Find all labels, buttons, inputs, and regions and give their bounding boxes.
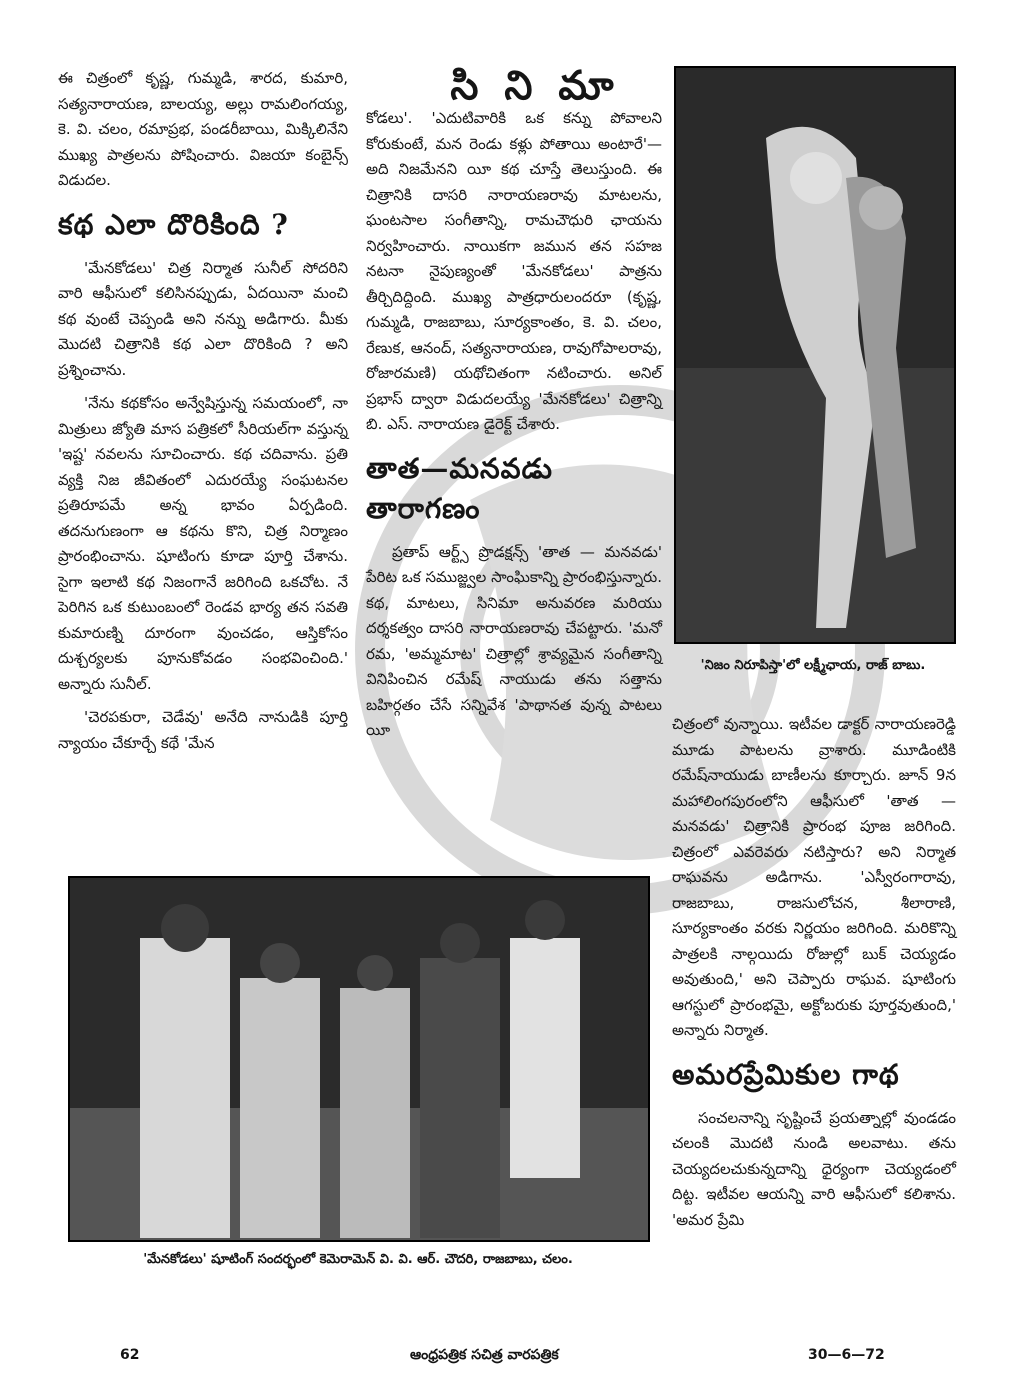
middle-column (366, 106, 662, 744)
photo-image (70, 878, 648, 1240)
issue-date: 30—6—72 (808, 1347, 885, 1363)
right-column (672, 712, 956, 1233)
photo-caption-top-right: 'నిజం నిరూపిస్తా'లో లక్ష్మీఛాయ, రాజ్ బాబు. (700, 658, 926, 673)
photo-menakodalu-shooting (68, 876, 650, 1242)
photo-caption-bottom: 'మేనకోడలు' షూటింగ్ సందర్భంలో కెమెరామెన్ వి. వి. ఆర్. చౌదరి, రాజబాబు, చలం. (143, 1252, 573, 1267)
heading-amara-premikula: అమరప్రేమికుల గాథ (672, 1057, 900, 1091)
article-paragraph: ప్రతాప్ ఆర్ట్స్ ప్రొడక్షన్స్ 'తాత — మనవడు' పేరిట ఒక సముజ్జ్వల సాంఘికాన్ని ప్రారంభిస్తున్నారు. కథ, మాటలు, సినిమా అనువరణ మరియు దర్శకత్వం దాసరి నారాయణరావు చేపట్టారు. 'మనో రమ, 'అమ్మమాట' చిత్రాల్లో శ్రావ్యమైన సంగీతాన్ని వినిపించిన రమేష్ నాయుడు తను సత్తాను బహిర్గతం చేసే సన్నివేశ 'పాథానత వున్న పాటలు యీ (366, 542, 662, 739)
heading-thatha-manavadu: తాత—మనవడు తారాగణం (366, 451, 553, 525)
photo-nijam-nirupista (674, 66, 956, 644)
article-paragraph: సంచలనాన్ని సృష్టించే ప్రయత్నాల్లో వుండడం చలంకి మొదటి నుండి అలవాటు. తను చెయ్యదలచుకున్నదాన్ని ధైర్యంగా చెయ్యడంలో దిట్ట. ఇటీవల ఆయన్ని వారి ఆఫీసులో కలిశాను. 'అమర ప్రేమి (672, 1108, 956, 1229)
article-paragraph: 'చెరపకురా, చెడేవు' అనేది నానుడికి పూర్తి న్యాయం చేకూర్చే కథే 'మేన (58, 708, 348, 752)
intro-paragraph: ఈ చిత్రంలో కృష్ణ, గుమ్మడి, శారద, కుమారి, సత్యనారాయణ, బాలయ్య, అల్లు రామలింగయ్య, కె. వి. చలం, రమాప్రభ, పండరీబాయి, మిక్కిలినేని ముఖ్య పాత్రలను పోషించారు. విజయా కంబైన్స్ విడుదల. (58, 69, 348, 189)
article-paragraph: చిత్రంలో వున్నాయి. ఇటీవల డాక్టర్ నారాయణరెడ్డి మూడు పాటలను వ్రాశారు. మూడింటికి రమేష్‌నాయుడు బాణీలను కూర్చారు. జూన్ 9న మహాలింగపురంలోని ఆఫీసులో 'తాత — మనవడు' చిత్రానికి ప్రారంభ పూజ జరిగింది. చిత్రంలో ఎవరెవరు నటిస్తారు? అని నిర్మాత రాఘవను అడిగాను. 'ఎస్వీరంగారావు, రాజబాబు, రాజసులోచన, శీలారాణి, సూర్యకాంతం వరకు నిర్ణయం జరిగింది. మరికొన్ని పాత్రలకి నాల్గయిదు రోజుల్లో బుక్ చెయ్యడం అవుతుంది,' అని చెప్పారు రాఘవ. షూటింగు ఆగస్టులో ప్రారంభమై, అక్టోబరుకు పూర్తవుతుంది,' అన్నారు నిర్మాత. (672, 715, 956, 1039)
photo-image (676, 68, 954, 642)
publication-name: ఆంధ్రపత్రిక సచిత్ర వారపత్రిక (410, 1347, 559, 1363)
article-paragraph: 'మేనకోడలు' చిత్ర నిర్మాత సునీల్ సోదరిని వారి ఆఫీసులో కలిసినప్పుడు, ఏదయినా మంచి కథ వుంటే చెప్పండి అని నన్ను అడిగారు. మీకు మొదటి చిత్రానికి కథ ఎలా దొరికింది ? అని ప్రశ్నించాను. (58, 258, 348, 379)
heading-how-story-found: కథ ఎలా దొరికింది ? (58, 207, 289, 241)
article-paragraph: 'నేను కథకోసం అన్వేషిస్తున్న సమయంలో, నా మిత్రులు జ్యోతి మాస పత్రికలో సీరియల్‌గా వస్తున్న 'ఇష్ట' నవలను సూచించారు. కథ చదివాను. ప్రతి వ్యక్తి నిజ జీవితంలో ఎదురయ్యే సంఘటనల ప్రతిరూపమే అన్న భావం ఏర్పడింది. తదనుగుణంగా ఆ కథను కొని, చిత్ర నిర్మాణం ప్రారంభించాను. షూటింగు కూడా పూర్తి చేశాను. సైగా ఇలాటి కథ నిజంగానే జరిగింది ఒకచోట. నే పెరిగిన ఒక కుటుంబంలో రెండవ భార్య తన సవతి కుమారుణ్ని దూరంగా వుంచడం, ఆస్తికోసం దుశ్చర్యలకు పూనుకోవడం సంభవించింది.' అన్నారు సునీల్. (58, 394, 348, 693)
page-number: 62 (120, 1347, 140, 1363)
left-column (58, 66, 348, 756)
section-masthead: సి ని మా (450, 62, 620, 109)
article-paragraph: కోడలు'. 'ఎదుటివారికి ఒక కన్ను పోవాలని కోరుకుంటే, మన రెండు కళ్లు పోతాయి అంటారే'—అది నిజమేనని యీ కథ చూస్తే తెలుస్తుంది. ఈ చిత్రానికి దాసరి నారాయణరావు మాటలను, ఘంటసాల సంగీతాన్ని, రామచౌధురి ఛాయను నిర్వహించారు. నాయికగా జమున తన సహజ నటనా నైపుణ్యంతో 'మేనకోడలు' పాత్రను తీర్చిదిద్దింది. ముఖ్య పాత్రధారులందరూ (కృష్ణ, గుమ్మడి, రాజబాబు, సూర్యకాంతం, కె. వి. చలం, రేణుక, ఆనంద్, సత్యనారాయణ, రావుగోపాలరావు, రోజారమణి) యథోచితంగా నటించారు. అనిల్ ప్రభాస్ ద్వారా విడుదలయ్యే 'మేనకోడలు' చిత్రాన్ని బి. ఎస్. నారాయణ డైరెక్ట్ చేశారు. (366, 109, 662, 433)
